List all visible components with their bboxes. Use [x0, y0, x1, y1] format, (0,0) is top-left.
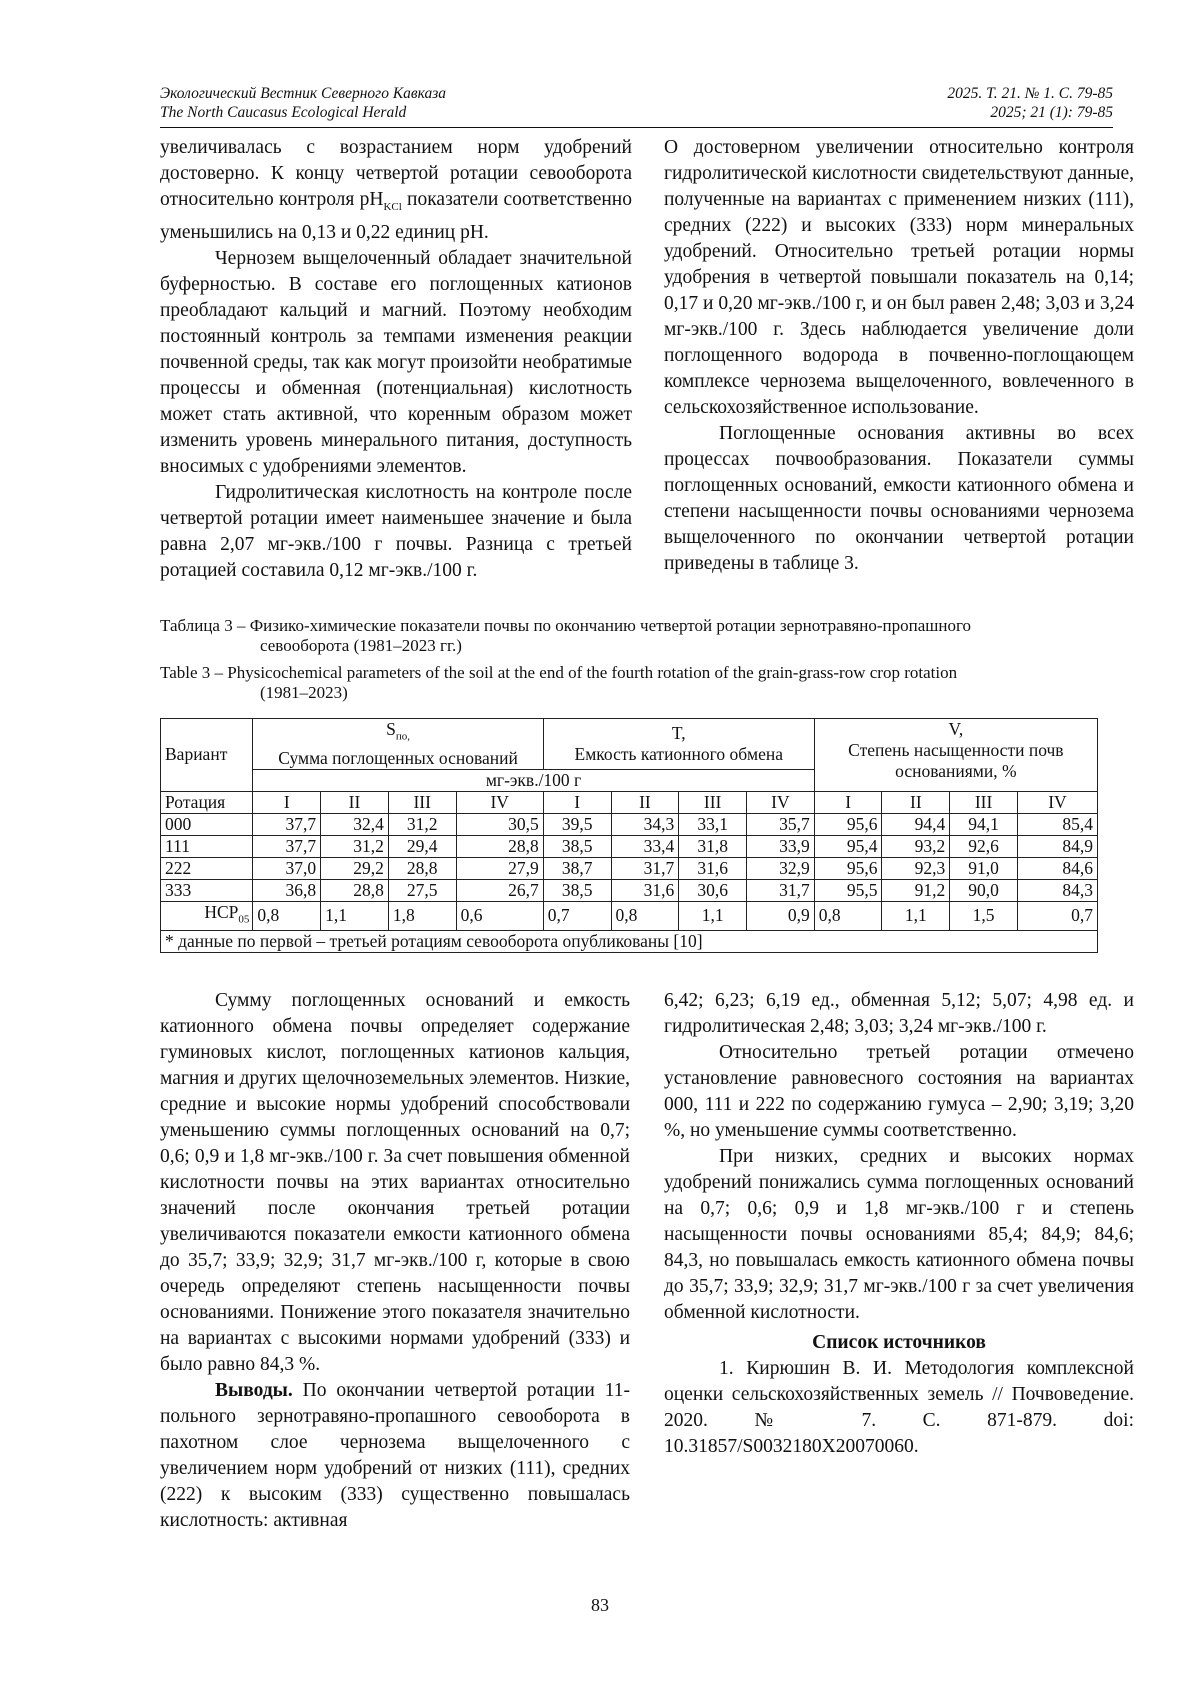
- hcp-cell: 0,7: [1017, 901, 1097, 931]
- variant-header: Вариант: [161, 719, 253, 792]
- hcp-cell: 0,8: [611, 901, 679, 931]
- paragraph: Поглощенные основания активны во всех процессах почвообразования. Показатели суммы поглощенных оснований, емкости катионного обмена и степени насыщенности почвы основаниями чернозема выщелоченного по окончании четвертой ротации приведены в таблице 3.: [664, 423, 1134, 574]
- rotation-cell: III: [388, 791, 456, 813]
- rotation-cell: IV: [456, 791, 543, 813]
- value-cell: 28,8: [388, 857, 456, 879]
- value-cell: 30,5: [456, 813, 543, 835]
- table-footnote: * данные по первой – третьей ротациям севооборота опубликованы [10]: [161, 931, 1098, 953]
- hcp-text: НСР: [204, 901, 239, 922]
- v-symbol: V,: [948, 719, 964, 739]
- value-cell: 84,6: [1017, 857, 1097, 879]
- caption-line: (1981–2023): [260, 683, 348, 702]
- text-run: увеличивалась с возрастанием норм удобрений достоверно. К концу четвертой ротации севооборота относительно контроля pH: [160, 137, 632, 210]
- rotation-cell: IV: [747, 791, 815, 813]
- conclusions-paragraph: [160, 1378, 630, 1534]
- table-row: [161, 879, 1098, 901]
- value-cell: 31,6: [611, 879, 679, 901]
- hcp-subscript: 05: [238, 913, 250, 925]
- value-cell: 29,2: [321, 857, 389, 879]
- running-header: [160, 84, 1113, 122]
- table-row: [161, 813, 1098, 835]
- s-header: [253, 719, 543, 770]
- header-row: [161, 719, 1098, 770]
- value-cell: 95,6: [814, 813, 882, 835]
- rotation-cell: II: [611, 791, 679, 813]
- journal-title-ru: Экологический Вестник Северного Кавказа: [160, 85, 447, 102]
- footnote-row: [161, 931, 1098, 953]
- s-symbol: S: [386, 719, 396, 739]
- hcp-label: [161, 901, 253, 931]
- value-cell: 34,3: [611, 813, 679, 835]
- value-cell: 37,7: [253, 835, 321, 857]
- s-name: Сумма поглощенных оснований: [278, 747, 518, 768]
- left-column-top: [160, 135, 632, 584]
- value-cell: 31,7: [747, 879, 815, 901]
- variant-cell: 111: [161, 835, 253, 857]
- value-cell: 94,4: [882, 813, 950, 835]
- value-cell: 94,1: [950, 813, 1018, 835]
- text-run: показатели соответственно уменьшились на 0,13 и 0,22 единиц pH.: [160, 189, 632, 243]
- value-cell: 37,0: [253, 857, 321, 879]
- rotation-cell: III: [679, 791, 747, 813]
- unit-header: мг-экв./100 г: [253, 769, 814, 791]
- value-cell: 85,4: [1017, 813, 1097, 835]
- value-cell: 36,8: [253, 879, 321, 901]
- rotation-cell: II: [882, 791, 950, 813]
- caption-line: Таблица 3 – Физико-химические показатели почвы по окончанию четвертой ротации зернотравяно-пропашного: [160, 616, 972, 635]
- value-cell: 30,6: [679, 879, 747, 901]
- table-row: [161, 857, 1098, 879]
- value-cell: 26,7: [456, 879, 543, 901]
- rotation-cell: I: [814, 791, 882, 813]
- value-cell: 39,5: [543, 813, 611, 835]
- value-cell: 31,7: [611, 857, 679, 879]
- value-cell: 38,7: [543, 857, 611, 879]
- rotation-labels-row: [161, 791, 1098, 813]
- journal-title-en: The North Caucasus Ecological Herald: [160, 104, 407, 121]
- citation-en: 2025; 21 (1): 79-85: [990, 104, 1113, 121]
- table-body: [161, 813, 1098, 901]
- value-cell: 31,8: [679, 835, 747, 857]
- rotation-cell: IV: [1017, 791, 1097, 813]
- v-name-line: основаниями, %: [895, 761, 1017, 781]
- value-cell: 95,5: [814, 879, 882, 901]
- value-cell: 38,5: [543, 879, 611, 901]
- paragraph: Сумму поглощенных оснований и емкость катионного обмена почвы определяет содержание гуминовых кислот, поглощенных катионов кальция, магния и других щелочноземельных элементов. Низкие, средние и высокие нормы удобрений способствовали уменьшению суммы поглощенных оснований на 0,7; 0,6; 0,9 и 1,8 мг-экв./100 г. За счет повышения обменной кислотности почвы на этих вариантах относительно значений после окончания третьей ротации увеличиваются показатели емкости катионного обмена до 35,7; 33,9; 32,9; 31,7 мг-экв./100 г, которые в свою очередь определяют степень насыщенности почвы основаниями. Понижение этого показателя значительно на вариантах с высокими нормами удобрений (333) и было равно 84,3 %.: [160, 990, 630, 1375]
- v-name-line: Степень насыщенности почв: [848, 740, 1064, 760]
- paragraph: Гидролитическая кислотность на контроле после четвертой ротации имеет наименьшее значение и была равна 2,07 мг-экв./100 г почвы. Разница с третьей ротацией составила 0,12 мг-экв./100 г.: [160, 481, 632, 581]
- paragraph: Относительно третьей ротации отмечено установление равновесного состояния на вариантах 000, 111 и 222 по содержанию гумуса – 2,90; 3,19; 3,20 %, но уменьшение суммы соответственно.: [664, 1042, 1134, 1141]
- caption-line: севооборота (1981–2023 гг.): [260, 636, 462, 655]
- reference-item: 1. Кирюшин В. И. Методология комплексной оценки сельскохозяйственных земель // Почвоведение. 2020. № 7. С. 871-879. doi: 10.31857/S0032180X20070060.: [664, 1358, 1134, 1457]
- t-header: [543, 719, 814, 770]
- value-cell: 93,2: [882, 835, 950, 857]
- value-cell: 95,4: [814, 835, 882, 857]
- value-cell: 27,9: [456, 857, 543, 879]
- value-cell: 84,3: [1017, 879, 1097, 901]
- value-cell: 33,1: [679, 813, 747, 835]
- hcp-cell: 1,1: [321, 901, 389, 931]
- variant-cell: 000: [161, 813, 253, 835]
- paragraph: О достоверном увеличении относительно контроля гидролитической кислотности свидетельствуют данные, полученные на вариантах с применением низких (111), средних (222) и высоких (333) норм минеральных удобрений. Относительно третьей ротации нормы удобрения в четвертой повышали показатель на 0,14; 0,17 и 0,20 мг-экв./100 г, и он был равен 2,48; 3,03 и 3,24 мг-экв./100 г. Здесь наблюдается увеличение доли поглощенного водорода в почвенно-поглощающем комплексе чернозема выщелоченного, вовлеченного в сельскохозяйственное использование.: [664, 137, 1134, 418]
- references-heading: Список источников: [812, 1332, 986, 1353]
- hcp-cell: 0,9: [747, 901, 815, 931]
- value-cell: 92,3: [882, 857, 950, 879]
- rotation-cell: III: [950, 791, 1018, 813]
- hcp-cell: 0,8: [253, 901, 321, 931]
- value-cell: 95,6: [814, 857, 882, 879]
- value-cell: 32,4: [321, 813, 389, 835]
- value-cell: 31,2: [388, 813, 456, 835]
- header-divider: [160, 127, 1113, 128]
- rotation-cell: I: [253, 791, 321, 813]
- right-column-bottom: [664, 988, 1134, 1460]
- text-run: По окончании четвертой ротации 11-польного зернотравяно-пропашного севооборота в пахотном слое чернозема выщелоченного с увеличением норм удобрений от низких (111), средних (222) к высоким (333) существенно повышалась кислотность: активная: [160, 1380, 630, 1531]
- v-header: [814, 719, 1097, 792]
- value-cell: 84,9: [1017, 835, 1097, 857]
- t-symbol: T,: [671, 722, 686, 743]
- value-cell: 33,4: [611, 835, 679, 857]
- value-cell: 31,6: [679, 857, 747, 879]
- data-table: [160, 718, 1098, 953]
- rotation-cell: II: [321, 791, 389, 813]
- variant-cell: 333: [161, 879, 253, 901]
- table-row: [161, 835, 1098, 857]
- value-cell: 37,7: [253, 813, 321, 835]
- hcp-cell: 1,5: [950, 901, 1018, 931]
- value-cell: 91,2: [882, 879, 950, 901]
- kcl-subscript: KCl: [383, 200, 402, 213]
- value-cell: 33,9: [747, 835, 815, 857]
- paragraph: [160, 135, 632, 246]
- value-cell: 27,5: [388, 879, 456, 901]
- hcp-cell: 1,1: [679, 901, 747, 931]
- page-number: 83: [591, 1595, 609, 1615]
- value-cell: 31,2: [321, 835, 389, 857]
- caption-line: Table 3 – Physicochemical parameters of the soil at the end of the fourth rotation of the grain-grass-row crop rotation: [160, 663, 958, 682]
- left-column-bottom: [160, 988, 630, 1534]
- right-column-top: [664, 135, 1134, 577]
- hcp-cell: 0,7: [543, 901, 611, 931]
- value-cell: 28,8: [456, 835, 543, 857]
- hcp-cell: 0,6: [456, 901, 543, 931]
- citation-ru: 2025. Т. 21. № 1. С. 79-85: [947, 85, 1113, 102]
- hcp-cell: 1,8: [388, 901, 456, 931]
- value-cell: 91,0: [950, 857, 1018, 879]
- value-cell: 35,7: [747, 813, 815, 835]
- value-cell: 28,8: [321, 879, 389, 901]
- variant-cell: 222: [161, 857, 253, 879]
- t-name: Емкость катионного обмена: [574, 743, 783, 764]
- paragraph: При низких, средних и высоких нормах удобрений понижались сумма поглощенных оснований на 0,7; 0,6; 0,9 и 1,8 мг-экв./100 г и степень насыщенности почвы основаниями 85,4; 84,9; 84,6; 84,3, но повышалась емкость катионного обмена почвы до 35,7; 33,9; 32,9; 31,7 мг-экв./100 г за счет увеличения обменной кислотности.: [664, 1146, 1134, 1323]
- rotation-label: Ротация: [161, 791, 253, 813]
- value-cell: 38,5: [543, 835, 611, 857]
- paragraph: Чернозем выщелоченный обладает значительной буферностью. В составе его поглощенных катионов преобладают кальций и магний. Поэтому необходим постоянный контроль за темпами изменения реакции почвенной среды, так как могут произойти необратимые процессы и обменная (потенциальная) кислотность может стать активной, что коренным образом может изменить уровень минерального питания, доступность вносимых с удобрениями элементов.: [160, 247, 632, 477]
- value-cell: 92,6: [950, 835, 1018, 857]
- table-caption-en: [160, 663, 1100, 703]
- hcp-cell: 1,1: [882, 901, 950, 931]
- paragraph: 6,42; 6,23; 6,19 ед., обменная 5,12; 5,07; 4,98 ед. и гидролитическая 2,48; 3,03; 3,24 мг-экв./100 г.: [664, 990, 1134, 1037]
- value-cell: 29,4: [388, 835, 456, 857]
- conclusions-lead: Выводы.: [215, 1380, 293, 1401]
- rotation-cell: I: [543, 791, 611, 813]
- hcp-cell: 0,8: [814, 901, 882, 931]
- value-cell: 32,9: [747, 857, 815, 879]
- value-cell: 90,0: [950, 879, 1018, 901]
- s-subscript: по,: [395, 730, 411, 743]
- table-caption-ru: [160, 616, 1100, 656]
- hcp-row: [161, 901, 1098, 931]
